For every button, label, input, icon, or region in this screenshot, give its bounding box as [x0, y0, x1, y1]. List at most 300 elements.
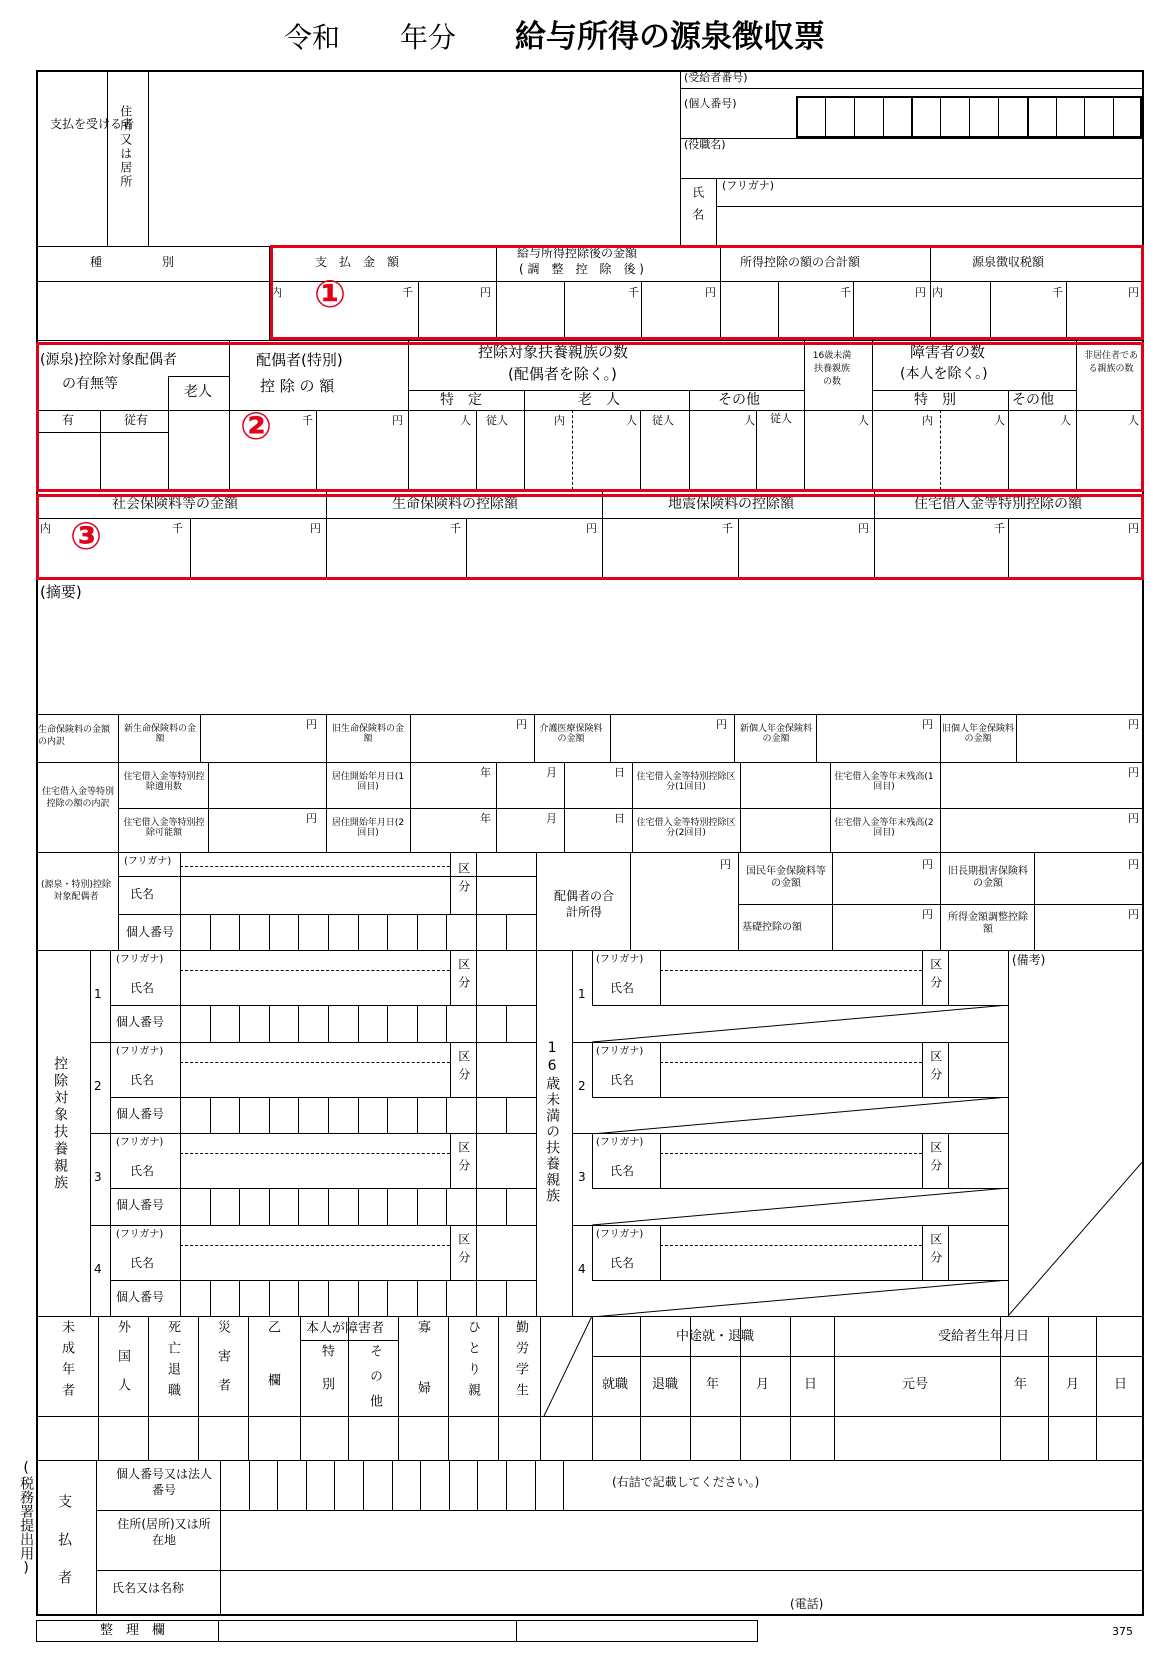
divider: [660, 1225, 661, 1280]
digit-divider: [358, 1005, 359, 1042]
digit-divider: [506, 1280, 507, 1317]
dash-divider: [180, 1153, 450, 1154]
divider: [922, 1225, 923, 1280]
digit-divider: [969, 96, 970, 138]
digit-divider: [363, 1460, 364, 1510]
birth-nen-label: 年: [1014, 1377, 1028, 1392]
slash-line: [592, 1188, 1008, 1225]
digit-divider: [387, 914, 388, 950]
digit-divider: [387, 1097, 388, 1134]
yu-label: 有: [62, 413, 75, 427]
digit-divider: [328, 1280, 329, 1317]
u16-name-label: 氏名: [610, 1164, 635, 1178]
digit-divider: [417, 1280, 418, 1317]
name-label: 氏名: [690, 186, 705, 230]
dash-divider: [180, 1245, 450, 1246]
taishoku-label: 退職: [652, 1377, 679, 1392]
en-mark: 円: [306, 718, 317, 731]
dependent-count-label: 控除対象扶養親族の数: [478, 343, 629, 361]
mid-tsuki-label: 月: [756, 1377, 770, 1392]
divider: [450, 1042, 451, 1097]
divider: [110, 1133, 111, 1225]
dependent-row-number: 2: [94, 1078, 102, 1093]
sen-mark: 千: [1052, 286, 1063, 299]
digit-divider: [328, 914, 329, 950]
dependent-name-label: 氏名: [130, 1164, 155, 1178]
balance-2-label: 住宅借入金等年末残高(2回目): [834, 818, 934, 839]
digit-divider: [358, 914, 359, 950]
digit-divider: [854, 96, 855, 138]
u16-kubun-label: 区分: [928, 958, 943, 994]
spouse-section-label: (源泉・特別)控除対象配偶者: [40, 880, 112, 902]
digit-divider: [298, 1280, 299, 1317]
furigana-label: (フリガナ): [722, 179, 775, 192]
en-mark: 円: [586, 522, 597, 535]
sen-mark: 千: [172, 522, 183, 535]
old-pension-label: 旧個人年金保険料の金額: [942, 724, 1015, 745]
digit-divider: [446, 1005, 447, 1042]
death-retire-label: 死亡退職: [164, 1320, 180, 1404]
divider: [110, 1280, 536, 1281]
care-medical-label: 介護医療保険料の金額: [539, 724, 603, 745]
digit-divider: [446, 1097, 447, 1134]
digit-divider: [220, 1460, 221, 1510]
checklist-divider: [640, 1316, 641, 1460]
sen-mark: 千: [302, 414, 313, 427]
position-label: (役職名): [684, 138, 726, 151]
recipient-number-label: (受給者番号): [684, 71, 748, 84]
after-deduction-label: 給与所得控除後の金額: [517, 246, 638, 260]
dependents-label: 控除対象扶養親族: [52, 1056, 69, 1192]
divider: [948, 950, 949, 1005]
birth-hi-label: 日: [1114, 1377, 1128, 1392]
en-mark: 円: [1128, 522, 1139, 535]
digit-divider: [476, 1005, 477, 1042]
digit-divider: [506, 1005, 507, 1042]
digit-divider: [387, 1005, 388, 1042]
sen-mark: 千: [840, 286, 851, 299]
spouse-kubun-label: 区分: [456, 862, 471, 898]
kubun-1-label: 住宅借入金等特別控除区分(1回目): [636, 772, 736, 793]
payer-address-label: 住所(居所)又は所在地: [117, 1517, 211, 1548]
digit-divider: [387, 1280, 388, 1317]
basic-deduction-label: 基礎控除の額: [742, 922, 802, 933]
era-label: 令和: [284, 21, 341, 54]
foreigner-label: 外国人: [114, 1320, 130, 1407]
dependent-kubun-label: 区分: [456, 1141, 471, 1177]
hi-mark: 日: [614, 766, 625, 779]
nin-mark: 人: [858, 414, 869, 427]
u16-name-label: 氏名: [610, 1255, 635, 1270]
digit-divider: [239, 1097, 240, 1134]
u16-row-number: 1: [578, 987, 586, 1001]
divider: [922, 1133, 923, 1188]
uchi-mark: 内: [554, 414, 565, 427]
checklist-divider: [248, 1316, 249, 1460]
nin-mark: 人: [1128, 414, 1139, 427]
sen-mark: 千: [722, 522, 733, 535]
divider: [592, 1042, 593, 1097]
dependent-kubun-label: 区分: [456, 1232, 471, 1269]
dependent-name-label: 氏名: [130, 981, 155, 995]
seiri-label: 整 理 欄: [100, 1623, 166, 1638]
form-code: 375: [1112, 1625, 1133, 1638]
dash-divider: [660, 970, 922, 971]
uchi-mark: 内: [271, 286, 282, 299]
disabled-sonota-label: その他: [1012, 392, 1054, 408]
slash-line: [592, 1005, 1008, 1042]
en-mark: 円: [392, 414, 403, 427]
nonresident-label: 非居住者である親族の数: [1083, 351, 1138, 375]
uchi-mark: 内: [932, 286, 943, 299]
form-title: 給与所得の源泉徴収票: [515, 19, 825, 55]
digit-divider: [420, 1460, 421, 1510]
en-mark: 円: [1128, 908, 1139, 921]
digit-divider: [328, 1005, 329, 1042]
digit-divider: [911, 96, 913, 138]
en-mark: 円: [716, 718, 727, 731]
national-pension-label: 国民年金保険料等の金額: [746, 866, 826, 889]
nin-mark: 人: [626, 414, 637, 427]
digit-divider: [269, 1188, 270, 1225]
applicable-count-label: 住宅借入金等特別控除適用数: [123, 772, 205, 793]
digit-divider: [298, 914, 299, 950]
divider: [450, 1225, 451, 1280]
checklist-divider: [1048, 1316, 1049, 1460]
digit-divider: [210, 1005, 211, 1042]
u16-kubun-label: 区分: [928, 1141, 943, 1177]
possible-amount-label: 住宅借入金等特別控除可能額: [123, 818, 205, 839]
marker-3: ③: [70, 514, 103, 558]
slash-line: [592, 1280, 1008, 1317]
en-mark: 円: [922, 908, 933, 921]
self-disabled-special-label: 特別: [318, 1344, 334, 1410]
en-mark: 円: [1128, 718, 1139, 731]
dependent-row-number: 1: [94, 987, 102, 1001]
digit-divider: [180, 914, 181, 950]
start-date-1-label: 居住開始年月日(1回目): [331, 772, 405, 793]
elder-label: 老人: [184, 384, 212, 400]
rojin-label: 老 人: [578, 392, 620, 408]
start-date-2-label: 居住開始年月日(2回目): [331, 818, 405, 839]
dependent-pno-label: 個人番号: [116, 1198, 165, 1212]
phone-label: (電話): [790, 1597, 824, 1611]
spouse-flag-label-2: の有無等: [62, 376, 118, 392]
old-long-term-label: 旧長期損害保険料の金額: [948, 866, 1028, 889]
u16-name-label: 氏名: [610, 981, 635, 995]
sen-mark: 千: [402, 286, 413, 299]
digit-divider: [277, 1460, 278, 1510]
disaster-label: 災害者: [214, 1320, 230, 1407]
gengo-label: 元号: [902, 1377, 929, 1392]
en-mark: 円: [1128, 286, 1139, 299]
junin-mark: 従人: [486, 414, 508, 427]
withholding-tax-label: 源泉徴収税額: [972, 255, 1045, 269]
u16-row-slash: [592, 1097, 1008, 1134]
dependent-row-divider: [90, 1133, 536, 1134]
divider: [592, 1133, 593, 1188]
dependent-row-divider: [90, 1316, 536, 1317]
spouse-deduction-label-2: 控 除 の 額: [260, 377, 335, 395]
nin-mark: 人: [744, 414, 755, 427]
life-insurance-label: 生命保険料の控除額: [392, 496, 518, 512]
en-mark: 円: [310, 522, 321, 535]
dependent-row-number: 3: [94, 1170, 102, 1184]
tax-office-copy-label: (税務署提出用): [18, 1460, 35, 1576]
payment-amount-label: 支 払 金 額: [315, 255, 400, 269]
digit-divider: [358, 1280, 359, 1317]
digit-divider: [417, 914, 418, 950]
under16-dependents-label: 16歳未満の扶養親族: [544, 1040, 561, 1204]
checklist-divider: [834, 1316, 835, 1460]
digit-divider: [210, 914, 211, 950]
junin-mark: 従人: [652, 414, 674, 427]
tokutei-label: 特 定: [440, 392, 482, 408]
highlight-box-1: [270, 245, 1144, 340]
after-adjust-label: ( 調 整 控 除 後 ): [519, 262, 644, 276]
single-parent-label: ひとり親: [464, 1320, 480, 1404]
digit-divider: [269, 1097, 270, 1134]
checklist-divider: [1096, 1316, 1097, 1460]
digit-divider: [306, 1460, 307, 1510]
digit-divider: [1084, 96, 1085, 138]
divider: [476, 1042, 477, 1097]
u16-row-number: 2: [578, 1078, 586, 1093]
digit-divider: [476, 914, 477, 950]
remarks-label: (備考): [1012, 953, 1046, 967]
digit-divider: [328, 1188, 329, 1225]
kind-label: 種 別: [90, 255, 175, 269]
u16-furigana-label: (フリガナ): [596, 1137, 644, 1148]
u16-row-slash: [592, 1280, 1008, 1317]
disabled-label-2: (本人を除く。): [900, 366, 988, 382]
otsu-label: 乙欄: [264, 1320, 280, 1426]
nin-mark: 人: [460, 414, 471, 427]
digit-divider: [269, 1280, 270, 1317]
en-mark: 円: [1128, 858, 1139, 871]
summary-label: (摘要): [40, 583, 82, 601]
divider: [110, 1097, 536, 1098]
u16-kubun-label: 区分: [928, 1049, 943, 1086]
birth-date-label: 受給者生年月日: [938, 1329, 1030, 1344]
mid-nen-label: 年: [706, 1377, 720, 1392]
divider: [476, 950, 477, 1005]
divider: [948, 1133, 949, 1188]
u16-kubun-label: 区分: [928, 1232, 943, 1269]
en-mark: 円: [705, 286, 716, 299]
digit-divider: [506, 1097, 507, 1134]
digit-divider: [506, 1188, 507, 1225]
divider: [110, 950, 111, 1042]
checklist-divider: [198, 1316, 199, 1460]
digit-divider: [239, 1005, 240, 1042]
digit-divider: [506, 914, 507, 950]
old-life-label: 旧生命保険料の金額: [331, 724, 404, 745]
self-disabled-label: 本人が障害者: [306, 1321, 385, 1336]
birth-tsuki-label: 月: [1066, 1377, 1080, 1392]
u16-row-slash: [592, 1005, 1008, 1042]
digit-divider: [298, 1005, 299, 1042]
digit-divider: [477, 1460, 478, 1510]
self-disabled-other-label: その他: [366, 1344, 382, 1419]
mid-hi-label: 日: [804, 1377, 818, 1392]
spouse-income-label: 配偶者の合計所得: [553, 889, 614, 920]
dash-divider: [660, 1245, 922, 1246]
checklist-divider: [592, 1316, 593, 1460]
divider: [476, 1133, 477, 1188]
divider: [948, 1225, 949, 1280]
payer-pno-label: 個人番号又は法人番号: [115, 1467, 212, 1498]
divider: [450, 950, 451, 1005]
digit-divider: [506, 1460, 507, 1510]
digit-divider: [476, 1188, 477, 1225]
highlight-box-2: [36, 342, 1144, 492]
checklist-divider: [148, 1316, 149, 1460]
deduction-total-label: 所得控除の額の合計額: [740, 255, 861, 269]
dash-divider: [180, 1062, 450, 1063]
digit-divider: [210, 1188, 211, 1225]
dependent-row-divider: [90, 1042, 536, 1043]
personal-number-label: (個人番号): [684, 97, 737, 110]
dependent-kubun-label: 区分: [456, 958, 471, 994]
digit-divider: [358, 1097, 359, 1134]
digit-divider: [417, 1097, 418, 1134]
digit-divider: [563, 1460, 564, 1510]
payer-label: 支払者: [56, 1494, 73, 1608]
digit-divider: [1056, 96, 1057, 138]
divider: [592, 1225, 593, 1280]
minor-label: 未成年者: [58, 1320, 74, 1404]
sen-mark: 千: [450, 522, 461, 535]
divider: [660, 950, 661, 1005]
housing-detail-label: 住宅借入金等特別控除の額の内訳: [41, 787, 114, 810]
dependent-pno-label: 個人番号: [116, 1015, 165, 1029]
checklist-divider: [398, 1316, 399, 1460]
spouse-name-label: 氏名: [130, 887, 155, 901]
divider: [660, 1133, 661, 1188]
recipient-label: 支払を受ける者: [50, 117, 135, 131]
digit-divider: [417, 1005, 418, 1042]
digit-divider: [446, 1188, 447, 1225]
digit-divider: [392, 1460, 393, 1510]
checklist-divider: [300, 1316, 301, 1460]
u16-row-slash: [592, 1188, 1008, 1225]
divider: [110, 1005, 536, 1006]
housing-loan-label: 住宅借入金等特別控除の額: [914, 496, 1082, 512]
digit-divider: [180, 1097, 181, 1134]
digit-divider: [298, 1188, 299, 1225]
dependent-kubun-label: 区分: [456, 1049, 471, 1086]
uchi-mark: 内: [922, 414, 933, 427]
life-detail-label: 生命保険料の金額の内訳: [38, 725, 111, 748]
digit-divider: [298, 1097, 299, 1134]
spouse-deduction-label: 配偶者(特別): [256, 351, 343, 369]
u16-furigana-label: (フリガナ): [596, 1228, 644, 1240]
nen-mark: 年: [480, 812, 491, 825]
tsuki-mark: 月: [546, 812, 557, 825]
dependent-furigana-label: (フリガナ): [116, 1045, 164, 1057]
digit-divider: [825, 96, 826, 138]
divider: [450, 1133, 451, 1188]
spouse-pno-label: 個人番号: [126, 925, 175, 939]
digit-divider: [476, 1097, 477, 1134]
sen-mark: 千: [628, 286, 639, 299]
checklist-divider: [790, 1316, 791, 1460]
new-life-label: 新生命保険料の金額: [123, 724, 196, 745]
digit-divider: [239, 1188, 240, 1225]
spouse-furigana-label: (フリガナ): [124, 856, 172, 867]
en-mark: 円: [922, 718, 933, 731]
divider: [110, 1188, 536, 1189]
dependent-pno-label: 個人番号: [116, 1106, 165, 1121]
dependent-furigana-label: (フリガナ): [116, 1137, 164, 1148]
digit-divider: [940, 96, 941, 138]
divider: [592, 950, 593, 1005]
under16-label: 16歳未満扶養親族の数: [812, 351, 852, 388]
digit-divider: [269, 1005, 270, 1042]
highlight-box-3: [36, 494, 1144, 580]
en-mark: 円: [720, 858, 731, 871]
u16-row-number: 3: [578, 1170, 586, 1184]
digit-divider: [180, 1005, 181, 1042]
shushoku-label: 就職: [602, 1377, 629, 1392]
digit-divider: [180, 1188, 181, 1225]
dependent-furigana-label: (フリガナ): [116, 954, 164, 965]
address-label: 住所又は居所: [118, 105, 133, 189]
checklist-divider: [448, 1316, 449, 1460]
divider: [110, 1042, 111, 1134]
en-mark: 円: [915, 286, 926, 299]
digit-divider: [1113, 96, 1114, 138]
u16-furigana-label: (フリガナ): [596, 954, 644, 965]
digit-divider: [180, 1280, 181, 1317]
digit-divider: [249, 1460, 250, 1510]
remarks-slash: [1008, 1160, 1144, 1316]
widow-label: 寡婦: [414, 1320, 430, 1442]
digit-divider: [476, 1280, 477, 1317]
en-mark: 円: [922, 858, 933, 871]
sen-mark: 千: [994, 522, 1005, 535]
en-mark: 円: [1128, 766, 1139, 779]
payer-name-label: 氏名又は名称: [112, 1581, 185, 1595]
checklist-divider: [348, 1316, 349, 1460]
disabled-label: 障害者の数: [910, 343, 986, 361]
digit-divider: [998, 96, 999, 138]
spouse-flag-label: (源泉)控除対象配偶者: [40, 352, 177, 368]
digit-divider: [449, 1460, 450, 1510]
dash-divider: [660, 1153, 922, 1154]
juyu-label: 従有: [124, 413, 149, 427]
digit-divider: [387, 1188, 388, 1225]
digit-divider: [417, 1188, 418, 1225]
checklist-slash: [540, 1316, 592, 1416]
divider: [948, 1042, 949, 1097]
digit-divider: [269, 914, 270, 950]
social-insurance-label: 社会保険料等の金額: [112, 496, 238, 512]
checklist-divider: [98, 1316, 99, 1460]
new-pension-label: 新個人年金保険料の金額: [739, 724, 812, 745]
dependent-name-label: 氏名: [130, 1072, 155, 1087]
dependent-name-label: 氏名: [130, 1255, 155, 1270]
nen-mark: 年: [480, 766, 491, 779]
en-mark: 円: [1128, 812, 1139, 825]
dependent-row-number: 4: [94, 1261, 102, 1276]
year-label: 年分: [400, 21, 457, 54]
digit-divider: [210, 1097, 211, 1134]
nin-mark: 人: [994, 414, 1005, 427]
digit-divider: [239, 1280, 240, 1317]
en-mark: 円: [516, 718, 527, 731]
